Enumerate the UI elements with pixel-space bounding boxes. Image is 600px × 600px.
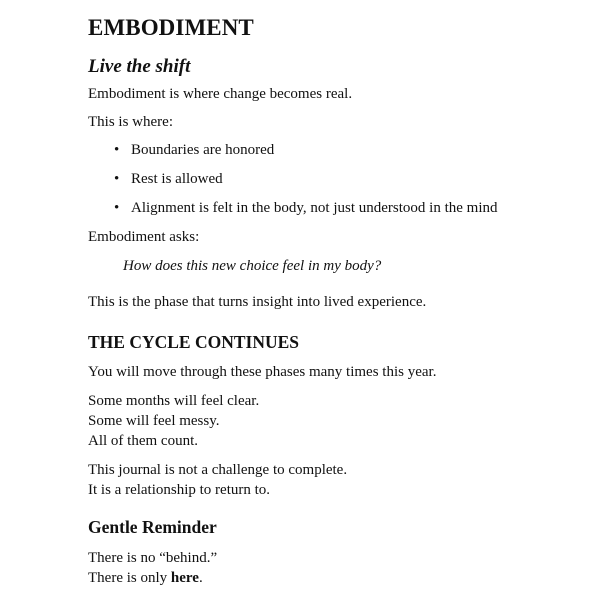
- bullet-item: • Boundaries are honored: [114, 140, 578, 160]
- reminder-line-2: [88, 568, 578, 588]
- bullet-item: • Rest is allowed: [114, 169, 578, 189]
- embodiment-intro: Embodiment is where change becomes real.: [88, 86, 353, 103]
- cycle-lines-group: [88, 391, 578, 451]
- reminder-line-2-prefix: There is only: [88, 570, 171, 587]
- section-title-cycle: THE CYCLE CONTINUES: [88, 332, 300, 353]
- section-title-embodiment: EMBODIMENT: [88, 15, 254, 40]
- cycle-line: Some months will feel clear.: [88, 393, 260, 410]
- cycle-line: Some will feel messy.: [88, 413, 220, 430]
- section-title-reminder: Gentle Reminder: [88, 517, 217, 538]
- reminder-line-1: There is no “behind.”: [88, 550, 218, 567]
- journal-line: It is a relationship to return to.: [88, 482, 271, 499]
- embodiment-question: How does this new choice feel in my body?: [123, 258, 382, 275]
- cycle-intro: You will move through these phases many times this year.: [88, 364, 437, 381]
- document-page: [88, 14, 578, 588]
- reminder-lines-group: [88, 548, 578, 588]
- cycle-line: All of them count.: [88, 433, 198, 450]
- journal-line: This journal is not a challenge to complete.: [88, 462, 348, 479]
- reminder-line-2-suffix: .: [198, 570, 203, 587]
- embodiment-bullet-list: [88, 140, 578, 218]
- bullet-item: • Alignment is felt in the body, not just understood in the mind: [114, 198, 578, 218]
- this-is-where-label: This is where:: [88, 114, 173, 131]
- embodiment-asks-label: Embodiment asks:: [88, 229, 200, 246]
- embodiment-closing: This is the phase that turns insight into lived experience.: [88, 294, 427, 311]
- reminder-emphasis-here: here: [170, 570, 199, 587]
- journal-lines-group: [88, 460, 578, 500]
- section-subtitle: Live the shift: [88, 55, 191, 77]
